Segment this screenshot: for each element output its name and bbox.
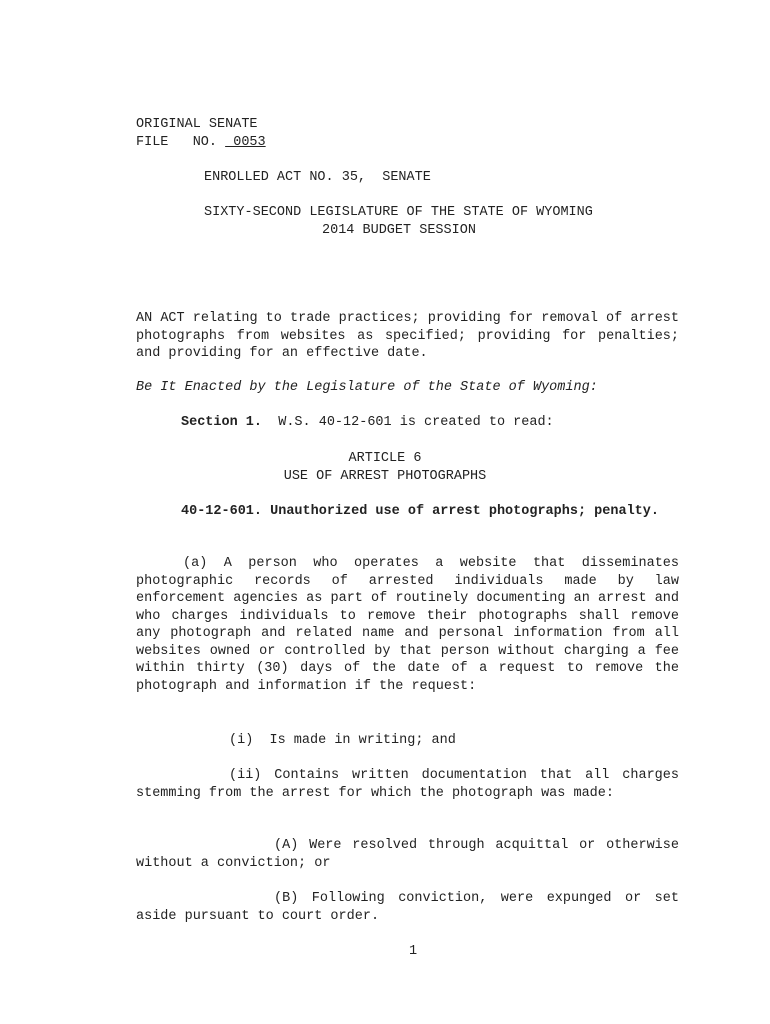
item-i: (i) Is made in writing; and bbox=[229, 733, 456, 748]
item-B: (B) Following conviction, were expunged or set aside pursuant to court order. bbox=[136, 891, 679, 924]
section-text: W.S. 40-12-601 is created to read: bbox=[262, 415, 554, 430]
file-number-value: 0053 bbox=[225, 135, 266, 150]
item-A: (A) Were resolved through acquittal or otherwise without a conviction; or bbox=[136, 838, 679, 871]
enrolled-act-line: ENROLLED ACT NO. 35, SENATE bbox=[204, 170, 431, 185]
original-senate-label: ORIGINAL SENATE bbox=[136, 117, 258, 132]
article-title: USE OF ARREST PHOTOGRAPHS bbox=[283, 469, 487, 484]
section-1-line bbox=[181, 414, 554, 432]
page-number: 1 bbox=[408, 944, 418, 959]
act-title-paragraph: AN ACT relating to trade practices; providing for removal of arrest photographs from websites as specified; providing for penalties; and providing for an effective date. bbox=[136, 311, 679, 361]
section-label: Section 1. bbox=[181, 415, 263, 430]
article-number: ARTICLE 6 bbox=[348, 451, 422, 466]
file-number-label: FILE NO. bbox=[136, 135, 226, 150]
enacting-clause: Be It Enacted by the Legislature of the State of Wyoming: bbox=[136, 380, 598, 395]
statute-heading: 40-12-601. Unauthorized use of arrest photographs; penalty. bbox=[181, 504, 659, 519]
session-line: 2014 BUDGET SESSION bbox=[322, 223, 476, 238]
file-number-line bbox=[136, 134, 266, 152]
legislature-line: SIXTY-SECOND LEGISLATURE OF THE STATE OF WYOMING bbox=[204, 205, 593, 220]
paragraph-a: (a) A person who operates a website that disseminates photographic records of arrested individuals made by law enforcement agencies as part of routinely documenting an arrest and who charges individuals to remove their photographs shall remove any photograph and related name and personal information from all websites owned or controlled by that person without charging a fee within thirty (30) days of the date of a request to remove the photograph and information if the request: bbox=[136, 556, 679, 694]
item-ii: (ii) Contains written documentation that all charges stemming from the arrest for which the photograph was made: bbox=[136, 768, 679, 801]
